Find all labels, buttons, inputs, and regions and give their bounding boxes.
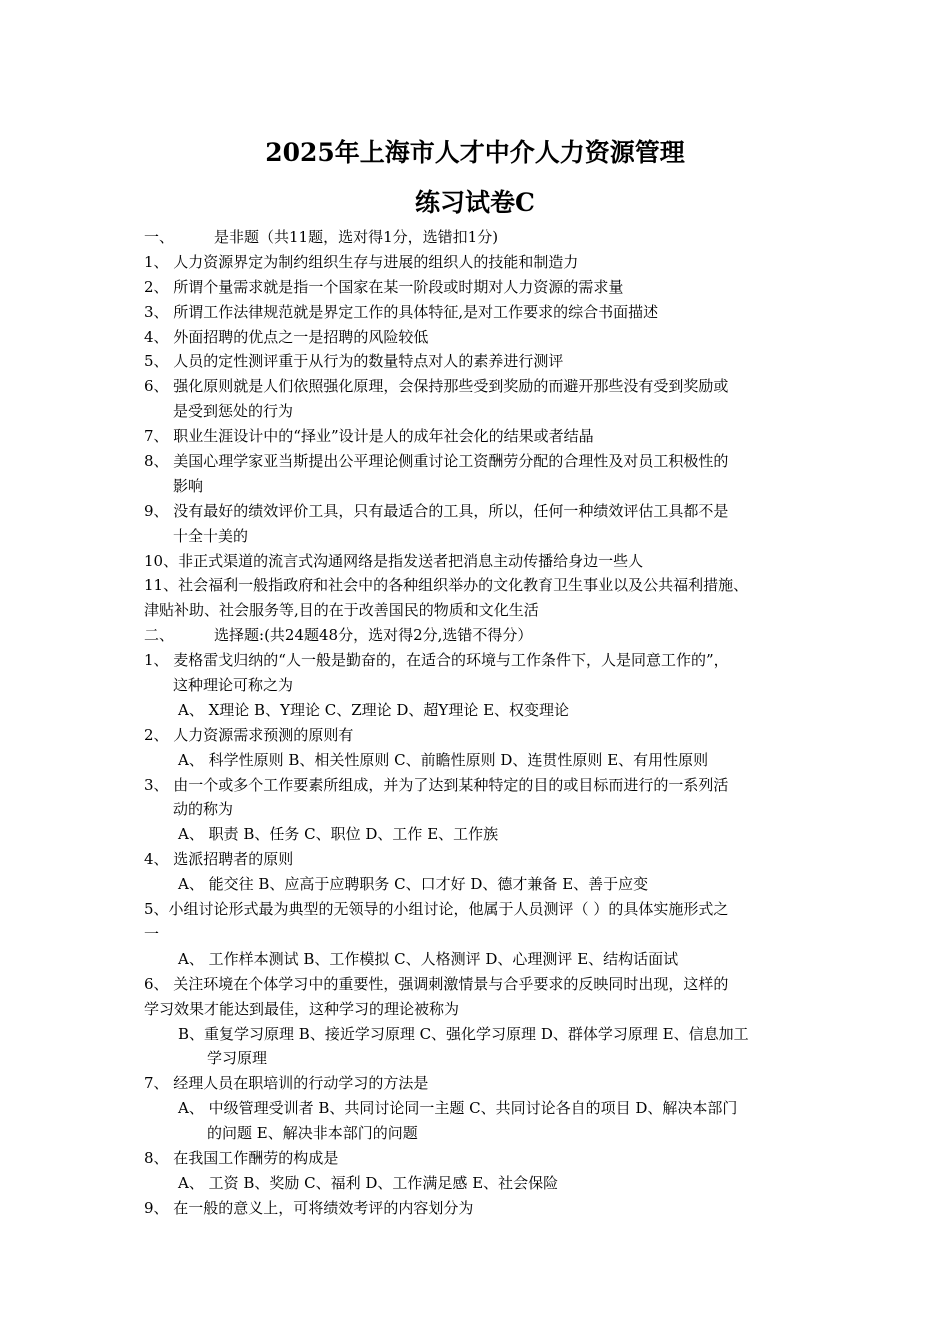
section-number: 一、 [144, 228, 175, 246]
question-continuation: 学习效果才能达到最佳，这种学习的理论被称为 [144, 999, 460, 1018]
answer-options-continuation: 的问题 E、解决非本部门的问题 [207, 1124, 418, 1143]
question-continuation: 是受到惩处的行为 [173, 402, 294, 421]
answer-options-continuation: 学习原理 [207, 1049, 268, 1068]
question-line: 5、 人员的定性测评重于从行为的数量特点对人的素养进行测评 [144, 352, 564, 371]
question-line: 8、 美国心理学家亚当斯提出公平理论侧重讨论工资酬劳分配的合理性及对员工积极性的 [144, 452, 729, 471]
question-continuation: 影响 [173, 476, 204, 495]
document-subtitle: 练习试卷C [415, 188, 535, 217]
question-line: 5、小组讨论形式最为典型的无领导的小组讨论，他属于人员测评（ ）的具体实施形式之 [144, 900, 729, 919]
question-continuation: 这种理论可称之为 [173, 676, 294, 695]
section-heading-true-false [144, 225, 824, 250]
question-continuation: 一 [144, 924, 160, 943]
answer-options: B、重复学习原理 B、接近学习原理 C、强化学习原理 D、群体学习原理 E、信息加工 [178, 1024, 749, 1043]
question-line: 10、非正式渠道的流言式沟通网络是指发送者把消息主动传播给身边一些人 [144, 551, 644, 570]
question-line: 6、 强化原则就是人们依照强化原理，会保持那些受到奖励的而避开那些没有受到奖励或 [144, 377, 729, 396]
answer-options: A、 工作样本测试 B、工作模拟 C、人格测评 D、心理测评 E、结构话面试 [178, 949, 679, 968]
answer-options: A、 X理论 B、Y理论 C、Z理论 D、超Y理论 E、权变理论 [178, 700, 570, 719]
question-line: 6、 关注环境在个体学习中的重要性，强调刺激情景与合乎要求的反映同时出现，这样的 [144, 974, 729, 993]
document-body [144, 225, 824, 1221]
question-line: 7、 经理人员在职培训的行动学习的方法是 [144, 1074, 429, 1093]
question-line: 7、 职业生涯设计中的“择业”设计是人的成年社会化的结果或者结晶 [144, 427, 594, 446]
document-title: 2025年上海市人才中介人力资源管理 [265, 138, 685, 167]
question-continuation: 动的称为 [173, 800, 234, 819]
question-continuation: 十全十美的 [173, 526, 249, 545]
question-line: 2、 所谓个量需求就是指一个国家在某一阶段或时期对人力资源的需求量 [144, 277, 624, 296]
question-line: 9、 没有最好的绩效评价工具，只有最适合的工具，所以，任何一种绩效评估工具都不是 [144, 501, 729, 520]
answer-options: A、 职责 B、任务 C、职位 D、工作 E、工作族 [178, 825, 499, 844]
section-number: 二、 [144, 626, 175, 645]
question-line: 8、 在我国工作酬劳的构成是 [144, 1148, 339, 1167]
answer-options: A、 能交往 B、应高于应聘职务 C、口才好 D、德才兼备 E、善于应变 [178, 875, 649, 894]
answer-options: A、 中级管理受训者 B、共同讨论同一主题 C、共同讨论各自的项目 D、解决本部门 [178, 1099, 738, 1118]
answer-options: A、 工资 B、奖励 C、福利 D、工作满足感 E、社会保险 [178, 1173, 559, 1192]
question-line: 4、 选派招聘者的原则 [144, 850, 294, 869]
question-line: 1、 麦格雷戈归纳的“人一般是勤奋的，在适合的环境与工作条件下，人是同意工作的”， [144, 651, 729, 670]
question-line: 2、 人力资源需求预测的原则有 [144, 725, 354, 744]
question-line: 4、 外面招聘的优点之一是招聘的风险较低 [144, 327, 429, 346]
question-line: 3、 由一个或多个工作要素所组成，并为了达到某种特定的目的或目标而进行的一系列活 [144, 775, 729, 794]
question-line: 9、 在一般的意义上，可将绩效考评的内容划分为 [144, 1198, 474, 1217]
answer-options: A、 科学性原则 B、相关性原则 C、前瞻性原则 D、连贯性原则 E、有用性原则 [178, 750, 709, 769]
question-line: 3、 所谓工作法律规范就是界定工作的具体特征,是对工作要求的综合书面描述 [144, 302, 659, 321]
question-line: 11、社会福利一般指政府和社会中的各种组织举办的文化教育卫生事业以及公共福利措施、 [144, 576, 749, 595]
section-title: 选择题:(共24题48分，选对得2分,选错不得分） [214, 626, 533, 645]
question-line: 1、 人力资源界定为制约组织生存与进展的组织人的技能和制造力 [144, 252, 579, 271]
section-heading-choice [144, 623, 824, 648]
section-title: 是非题（共11题，选对得1分，选错扣1分) [214, 228, 499, 246]
question-continuation: 津贴补助、社会服务等,目的在于改善国民的物质和文化生活 [144, 601, 539, 620]
